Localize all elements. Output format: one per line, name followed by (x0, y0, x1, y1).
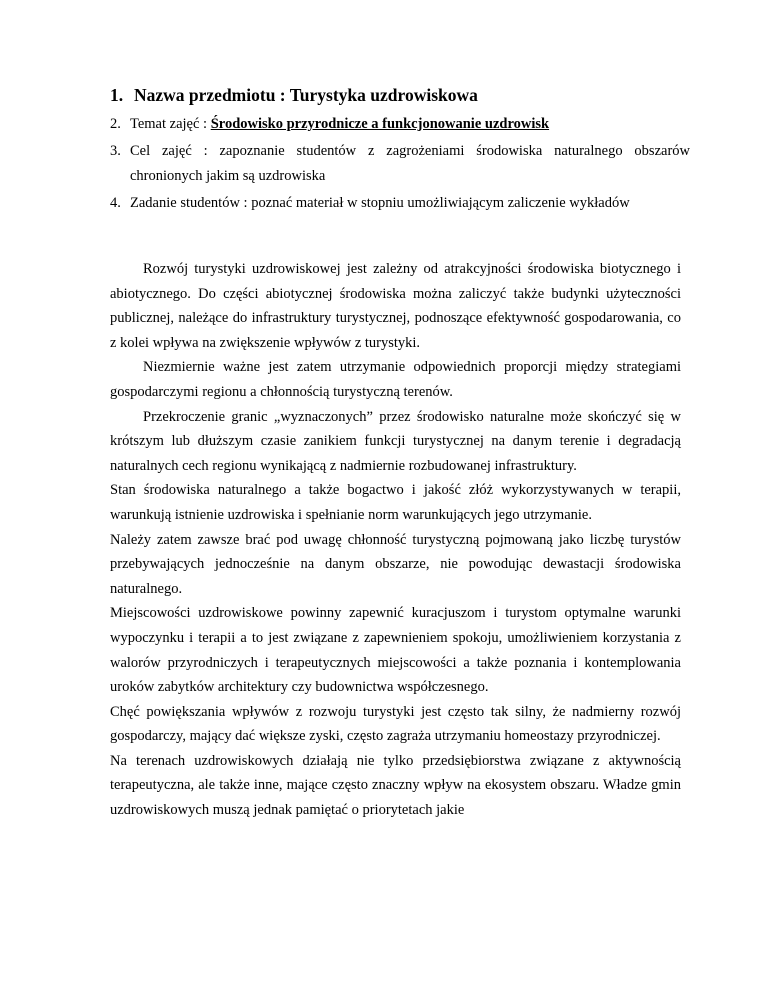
heading-list (110, 82, 690, 215)
subject-heading (110, 82, 690, 108)
topic-number: 2. (110, 116, 121, 132)
task-text: Zadanie studentów : poznać materiał w stopniu umożliwiającym zaliczenie wykładów (130, 195, 630, 212)
topic-label: Temat zajęć : (130, 116, 211, 132)
topic-title: Środowisko przyrodnicze a funkcjonowanie uzdrowisk (210, 116, 550, 132)
paragraph: Przekroczenie granic „wyznaczonych” przez środowisko naturalne może skończyć się w krótszym lub dłuższym czasie zanikiem funkcji turystycznej na danym terenie i degradacją naturalnych cech regionu wynikającą z nadmiernie rozbudowanej infrastruktury. (110, 408, 681, 474)
paragraph: Stan środowiska naturalnego a także bogactwo i jakość złóż wykorzystywanych w terapii, warunkują istnienie uzdrowiska i spełnianie norm warunkujących jego utrzymanie. (110, 482, 681, 523)
paragraph: Chęć powiększania wpływów z rozwoju turystyki jest często tak silny, że nadmierny rozwój gospodarczy, mający dać większe zyski, często zagraża utrzymaniu homeostazy przyrodniczej. (110, 703, 681, 745)
goal-text: Cel zajęć : zapoznanie studentów z zagrożeniami środowiska naturalnego obszarów chronionych jakim są uzdrowiska (130, 143, 690, 184)
subject-title: Nazwa przedmiotu : Turystyka uzdrowiskowa (134, 85, 478, 105)
paragraph: Niezmiernie ważne jest zatem utrzymanie odpowiednich proporcji między strategiami gospodarczymi regionu a chłonnością turystyczną terenów. (110, 359, 681, 400)
task-line (110, 191, 690, 215)
goal-line (110, 139, 690, 188)
paragraph: Na terenach uzdrowiskowych działają nie tylko przedsiębiorstwa związane z aktywnością terapeutyczna, ale także inne, mające często znaczny wpływ na ekosystem obszaru. Władze gmin uzdrowiskowych muszą jednak pamiętać o priorytetach jakie (110, 752, 681, 819)
body-text (110, 257, 681, 823)
topic-line (110, 112, 690, 136)
paragraph: Należy zatem zawsze brać pod uwagę chłonność turystyczną pojmowaną jako liczbę turystów przebywających jednocześnie na danym obszarze, nie powodując dewastacji środowiska naturalnego. (110, 531, 681, 597)
subject-number: 1. (110, 85, 124, 105)
paragraph: Miejscowości uzdrowiskowe powinny zapewnić kuracjuszom i turystom optymalne warunki wypoczynku i terapii a to jest związane z zapewnieniem spokoju, umożliwieniem korzystania z walorów przyrodniczych i terapeutycznych miejscowości a także poznania i kontemplowania uroków zabytków architektury czy budownictwa współczesnego. (110, 605, 681, 696)
task-number: 4. (110, 195, 121, 212)
goal-number: 3. (110, 143, 121, 159)
paragraph: Rozwój turystyki uzdrowiskowej jest zależny od atrakcyjności środowiska biotycznego i abiotycznego. Do części abiotycznej środowiska można zaliczyć także budynki użyteczności publicznej, należące do infrastruktury turystycznej, podnoszące efektywność gospodarowania, co z kolei wpływa na zwiększenie wpływów z turystyki. (110, 261, 681, 351)
